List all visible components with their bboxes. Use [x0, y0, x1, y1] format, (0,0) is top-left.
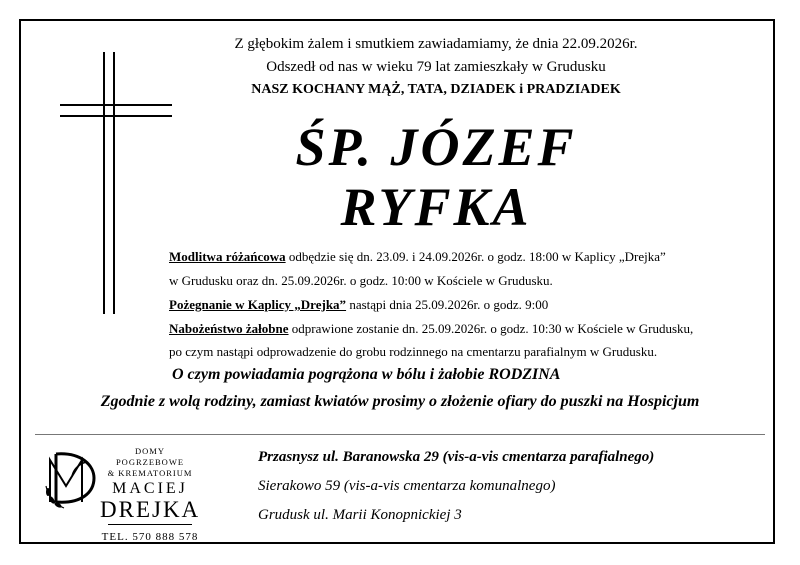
donation-note: Zgodnie z wolą rodziny, zamiast kwiatów prosimy o złożenie ofiary do puszki na Hospicjum	[100, 393, 700, 410]
logo-line-1b: & KREMATORIUM	[107, 468, 193, 478]
footer-divider	[35, 434, 765, 435]
rosary-text: odbędzie się dn. 23.09. i 24.09.2026r. o godz. 18:00 w Kaplicy „Drejka”	[285, 249, 666, 264]
logo-rule	[108, 524, 192, 525]
farewell-label: Pożegnanie w Kaplicy „Drejka”	[169, 297, 347, 312]
address-3: Grudusk ul. Marii Konopnickiej 3	[258, 507, 462, 523]
family-note: O czym powiadamia pogrążona w bólu i żałobie RODZINA	[172, 366, 561, 383]
rosary-line-2: w Grudusku oraz dn. 25.09.2026r. o godz. 10:00 w Kościele w Grudusku.	[169, 273, 553, 288]
logo-line-3: DREJKA	[100, 497, 201, 522]
mass-line-2: po czym nastąpi odprowadzenie do grobu rodzinnego na cmentarzu parafialnym w Grudusku.	[169, 344, 658, 359]
mass-label: Nabożeństwo żałobne	[169, 321, 289, 336]
intro-line-1: Z głębokim żalem i smutkiem zawiadamiamy, że dnia 22.09.2026r.	[234, 36, 638, 52]
md-monogram-icon	[42, 446, 104, 512]
deceased-last-name: RYFKA	[340, 177, 532, 237]
farewell-line	[169, 297, 548, 313]
deceased-first-name: ŚP. JÓZEF	[295, 117, 577, 177]
intro-line-3: NASZ KOCHANY MĄŻ, TATA, DZIADEK i PRADZIADEK	[251, 82, 621, 97]
farewell-text: nastąpi dnia 25.09.2026r. o godz. 9:00	[346, 297, 549, 312]
address-1: Przasnysz ul. Baranowska 29 (vis-a-vis cmentarza parafialnego)	[258, 449, 655, 465]
mass-line	[169, 321, 693, 337]
mass-text: odprawione zostanie dn. 25.09.2026r. o godz. 10:30 w Kościele w Grudusku,	[288, 321, 694, 336]
intro-line-2: Odszedł od nas w wieku 79 lat zamieszkały w Grudusku	[266, 59, 606, 75]
rosary-label: Modlitwa różańcowa	[169, 249, 286, 264]
logo-phone: TEL. 570 888 578	[101, 531, 199, 543]
rosary-line	[169, 249, 666, 265]
funeral-home-logo	[100, 446, 200, 545]
address-2: Sierakowo 59 (vis-a-vis cmentarza komunalnego)	[258, 478, 556, 494]
logo-line-1: DOMY POGRZEBOWE	[115, 446, 185, 467]
logo-line-2: MACIEJ	[112, 480, 188, 497]
